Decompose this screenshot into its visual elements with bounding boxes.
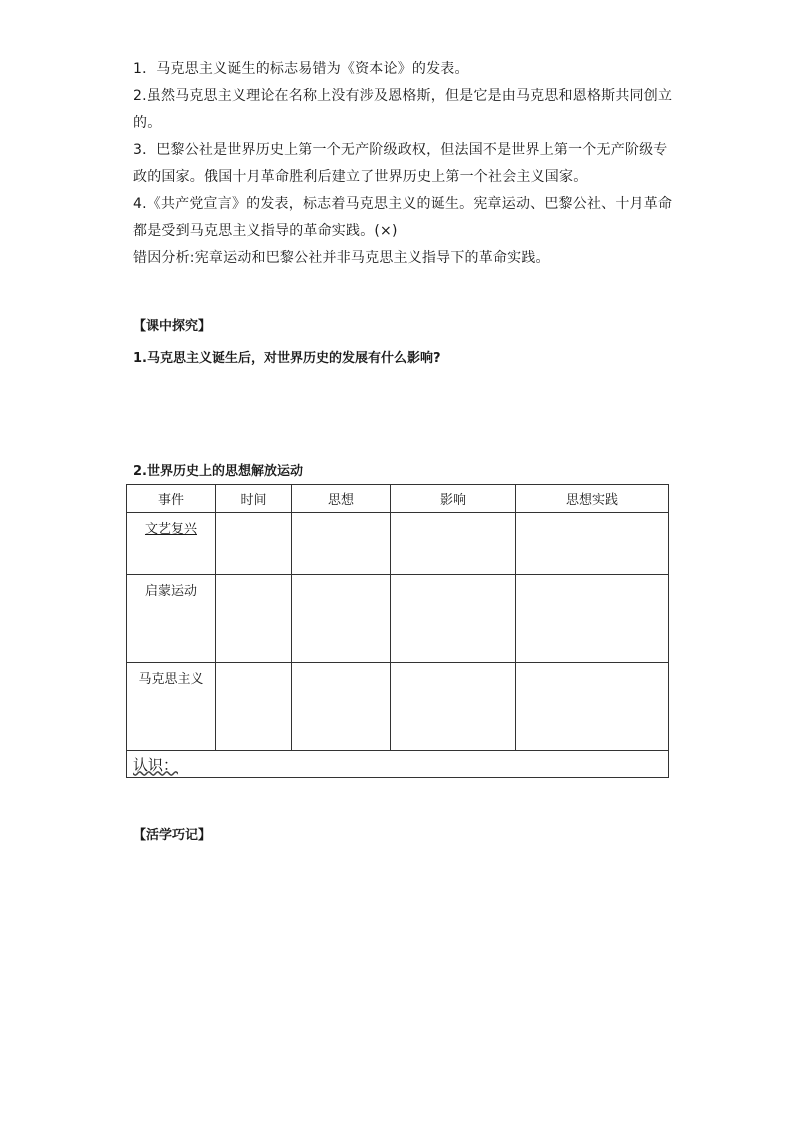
understanding-label: 认识：	[133, 755, 179, 774]
row-label-marxism: 马克思主义	[127, 663, 216, 751]
table-cell[interactable]	[292, 663, 391, 751]
liberation-movements-table	[126, 484, 669, 778]
section-memory-tips: 【活学巧记】	[133, 828, 212, 843]
row-label-enlightenment: 启蒙运动	[127, 575, 216, 663]
note-1: 1．马克思主义诞生的标志易错为《资本论》的发表。	[133, 61, 469, 77]
row-label-renaissance: 文艺复兴	[144, 522, 197, 537]
table-cell[interactable]	[216, 513, 292, 575]
table-cell[interactable]	[292, 575, 391, 663]
section-in-class-inquiry: 【课中探究】	[133, 319, 212, 334]
table-row	[127, 575, 669, 663]
note-3: 3．巴黎公社是世界历史上第一个无产阶级政权，但法国不是世界上第一个无产阶级专政的国家。俄国十月革命胜利后建立了世界历史上第一个社会主义国家。	[133, 142, 668, 185]
table-cell[interactable]	[391, 663, 516, 751]
question-1: 1.马克思主义诞生后，对世界历史的发展有什么影响?	[133, 351, 441, 366]
note-4: 4.《共产党宣言》的发表，标志着马克思主义的诞生。宪章运动、巴黎公社、十月革命都是受到马克思主义指导的革命实践。(×)	[133, 196, 673, 239]
error-analysis: 错因分析:宪章运动和巴黎公社并非马克思主义指导下的革命实践。	[133, 250, 550, 266]
table-cell[interactable]	[391, 513, 516, 575]
table-cell[interactable]	[216, 663, 292, 751]
table-row	[127, 663, 669, 751]
table-cell[interactable]	[216, 575, 292, 663]
table-cell[interactable]	[391, 575, 516, 663]
header-time: 时间	[216, 485, 292, 513]
note-2: 2.虽然马克思主义理论在名称上没有涉及恩格斯，但是它是由马克思和恩格斯共同创立的。	[133, 88, 673, 131]
header-thought: 思想	[292, 485, 391, 513]
table-cell[interactable]	[516, 663, 669, 751]
header-practice: 思想实践	[516, 485, 669, 513]
table-cell[interactable]	[516, 513, 669, 575]
question-2: 2.世界历史上的思想解放运动	[133, 464, 303, 479]
header-influence: 影响	[391, 485, 516, 513]
table-header-row	[127, 485, 669, 513]
table-cell[interactable]	[516, 575, 669, 663]
table-footer-row	[127, 751, 669, 778]
table-cell[interactable]	[292, 513, 391, 575]
header-event: 事件	[127, 485, 216, 513]
table-row	[127, 513, 669, 575]
